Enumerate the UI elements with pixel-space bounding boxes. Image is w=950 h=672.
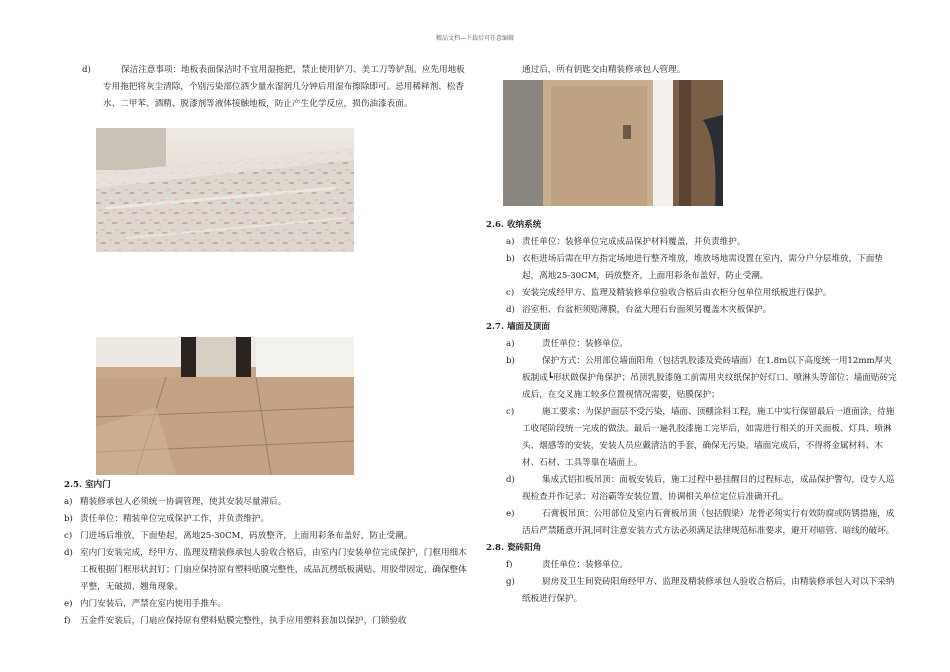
- section-heading: [486, 217, 898, 234]
- item-text: 厨房及卫生间瓷砖阳角经甲方、监理及精装修承包人验收合格后，由精装修承包人对以下采纳纸板进行保护。: [522, 577, 895, 604]
- list-item: [486, 472, 898, 506]
- item-text: 保洁注意事项：地板表面保洁时不宜用湿拖把，禁止使用铲刀、美工刀等铲刮。应先用地板专用拖把将灰尘清除，个别污染部位洒少量水湿润几分钟后用湿布擦除即可。忌用稀释剂、松香水、二甲苯、酒精、脱漆剂等液体接触地板，防止产生化学反应，损伤油漆表面。: [103, 65, 465, 109]
- floor-film-photo: [96, 128, 354, 252]
- section-number: 2.7.: [486, 322, 504, 332]
- item-text: 石膏板吊顶：公用部位及室内石膏板吊顶（包括假梁）龙骨必须实行有效防腐或防锈措施，成活后严禁随意开洞,同时注意安装方式方法必须满足法律规范标准要求，避开对暗管、暗线的破坏。: [522, 509, 895, 536]
- item-marker: e): [506, 509, 515, 519]
- list-item: [486, 251, 898, 285]
- section-2-6: [486, 217, 898, 608]
- item-marker: g): [506, 577, 515, 587]
- item-marker: c): [64, 531, 73, 541]
- list-item: [486, 285, 898, 302]
- item-text: 施工要求：为保护面层不受污染，墙面、顶棚涂料工程，施工中实行保留最后一道面涂，待施工收尾阶段统一完成的做法。最后一遍乳胶漆施工完毕后，如需进行相关的开关面板、灯具、喷淋头、烟感等的安装，安装人员应戴清洁的手套，确保无污染。墙面完成后，不得将金属材料、木材、石材、工具等靠在墙面上。: [522, 407, 895, 468]
- left-column: [64, 62, 470, 113]
- list-item: [486, 353, 898, 404]
- item-marker: b): [506, 356, 515, 366]
- item-text: 浴室柜、台盆柜须贴薄膜，台盆大理石台面须另覆盖木夹板保护。: [522, 305, 772, 315]
- section-number: 2.6.: [486, 220, 504, 230]
- item-marker: d): [82, 65, 91, 75]
- list-item: [486, 574, 898, 608]
- list-item: [486, 557, 898, 574]
- item-text: 内门安装后，严禁在室内使用手推车。: [80, 599, 227, 609]
- section-title: 室内门: [84, 480, 111, 490]
- item-text: 集成式铝扣板吊顶：面板安装后，施工过程中悬挂醒目的过程标志，成品保护警句，设专人巡视检查并作记录；对浴霸等安装位置，协调相关单位定位后准确开孔。: [522, 475, 895, 502]
- item-marker: c): [506, 288, 515, 298]
- page-header: 精品文档---下载后可任意编辑: [435, 35, 515, 42]
- list-item: [64, 511, 470, 528]
- list-item: [486, 302, 898, 319]
- floor-film-image: [96, 128, 354, 252]
- section-number: 2.8.: [486, 543, 504, 553]
- section-title: 瓷砖阳角: [506, 543, 542, 553]
- list-item: [64, 528, 470, 545]
- section-title: 收纳系统: [506, 220, 542, 230]
- list-item: [486, 404, 898, 472]
- item-text: 安装完成经甲方、监理及精装修单位验收合格后由衣柜分包单位用纸板进行保护。: [522, 288, 832, 298]
- item-marker: d): [506, 305, 515, 315]
- list-item: [486, 234, 898, 251]
- item-text: 门进场后堆放，下面垫起，离地25-30CM，码放整齐，上面用彩条布盖好，防止受潮。: [80, 531, 413, 541]
- item-text: 责任单位：装修单位。: [542, 560, 628, 570]
- item-marker: a): [506, 237, 515, 247]
- item-text: 责任单位：装修单位完成成品保护材料覆盖，并负责维护。: [522, 237, 746, 247]
- item-marker: d): [64, 548, 73, 558]
- floor-cardboard-photo: [96, 337, 354, 475]
- right-continuation: [522, 62, 902, 79]
- section-heading: [64, 477, 470, 494]
- item-marker: e): [64, 599, 73, 609]
- door-photo: [503, 80, 723, 206]
- list-item: [64, 494, 470, 511]
- list-item: [64, 613, 470, 630]
- item-text: 五金件安装后，门扇应保持原有塑料贴膜完整性，执手应用塑料套加以保护，门锁验收: [80, 616, 407, 626]
- section-title: 墙面及顶面: [506, 322, 550, 332]
- item-text: 精装修承包人必须统一协调管理，使其安装尽量滞后。: [80, 497, 287, 507]
- section-2-5: [64, 477, 470, 630]
- item-text: 衣柜进场后需在甲方指定场地进行整齐堆放，堆放场地需设置在室内，需分户分层堆放，下面垫起，离地25-30CM，码放整齐，上面用彩条布盖好，防止受潮。: [522, 254, 883, 281]
- item-text: 责任单位：精装单位完成保护工作，并负责维护。: [80, 514, 270, 524]
- item-marker: a): [64, 497, 73, 507]
- floor-cardboard-image: [96, 337, 354, 475]
- list-item: [486, 506, 898, 540]
- list-item: [486, 336, 898, 353]
- section-number: 2.5.: [64, 480, 82, 490]
- item-marker: b): [64, 514, 73, 524]
- item-marker: f): [506, 560, 513, 570]
- door-image: [503, 80, 723, 206]
- list-item: [64, 596, 470, 613]
- item-text: 室内门安装完成，经甲方、监理及精装修承包人验收合格后，由室内门安装单位完成保护，门框用细木工板根据门框形状封钉；门扇应保持原有塑料贴膜完整性，成品瓦楞纸板满贴、用胶带固定，确保整体平整，无破损、翘角现象。: [80, 548, 467, 592]
- continuation-text: 通过后，所有钥匙交由精装修承包人管理。: [522, 65, 686, 75]
- item-text: 责任单位：装修单位。: [542, 339, 628, 349]
- item-marker: d): [506, 475, 515, 485]
- item-marker: b): [506, 254, 515, 264]
- section-heading: [486, 540, 898, 557]
- item-marker: c): [506, 407, 515, 417]
- section-heading: [486, 319, 898, 336]
- list-item: [64, 62, 470, 113]
- item-marker: f): [64, 616, 71, 626]
- item-marker: a): [506, 339, 515, 349]
- list-item: [64, 545, 470, 596]
- item-text: 保护方式：公用部位墙面阳角（包括乳胶漆及瓷砖墙面）在1.8m以下高度统一用12mm厚夹板制成┗形状做保护角保护；吊顶乳胶漆施工前需用夹纹纸保护好灯口、喷淋头等部位；墙面贴砖完成后，在交叉施工较多位置视情况需要，贴膜保护；: [522, 356, 897, 400]
